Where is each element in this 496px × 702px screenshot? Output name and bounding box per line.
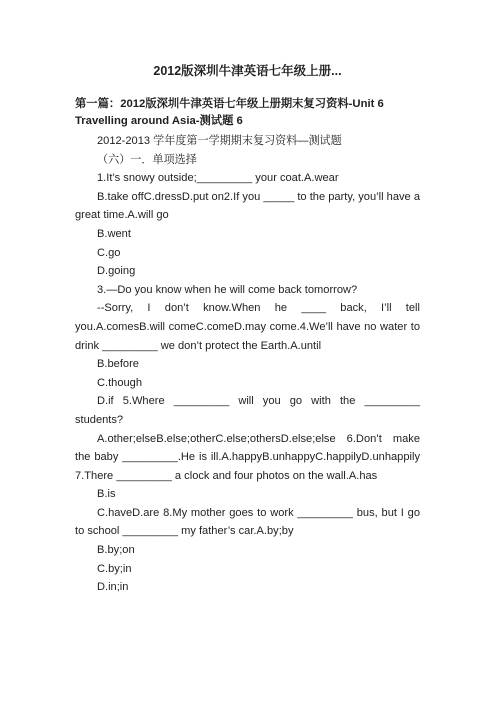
document-title: 2012版深圳牛津英语七年级上册... xyxy=(153,64,342,78)
paragraph: A.other;elseB.else;otherC.else;othersD.else;else 6.Don’t make the baby _________.He is ill.A.happyB.unhappyC.happilyD.unhappily 7.There _________ a clock and four photos on the wall.A.has xyxy=(75,432,420,482)
paragraph: C.though xyxy=(97,376,143,389)
paragraph: B.before xyxy=(97,358,139,371)
document-body xyxy=(75,132,420,597)
paragraph: 2012-2013 学年度第一学期期末复习资料—测试题 xyxy=(97,135,342,147)
section-heading: 第一篇：2012版深圳牛津英语七年级上册期末复习资料-Unit 6 Travelling around Asia-测试题 6 xyxy=(75,98,384,127)
paragraph: C.go xyxy=(97,246,121,259)
paragraph: B.is xyxy=(97,488,116,501)
paragraph: D.going xyxy=(97,265,136,278)
paragraph: B.by;on xyxy=(97,544,135,557)
paragraph: 1.It’s snowy outside;_________ your coat.A.wear xyxy=(97,172,339,185)
paragraph: --Sorry, I don’t know.When he ____ back, I’ll tell you.A.comesB.will comeC.comeD.may come.4.We’ll have no water to drink _________ we don’t protect the Earth.A.until xyxy=(75,302,420,352)
paragraph: C.by;in xyxy=(97,562,132,575)
paragraph: D.if 5.Where _________ will you go with the _________ students? xyxy=(75,395,420,426)
paragraph: B.went xyxy=(97,227,131,240)
paragraph: C.haveD.are 8.My mother goes to work _________ bus, but I go to school _________ my father’s car.A.by;by xyxy=(75,506,420,538)
paragraph: B.take offC.dressD.put on2.If you _____ to the party, you’ll have a great time.A.will go xyxy=(75,190,420,222)
paragraph: 3.—Do you know when he will come back tomorrow? xyxy=(97,283,358,296)
paragraph: D.in;in xyxy=(97,581,129,594)
paragraph: （六）一．单项选择 xyxy=(97,153,197,166)
